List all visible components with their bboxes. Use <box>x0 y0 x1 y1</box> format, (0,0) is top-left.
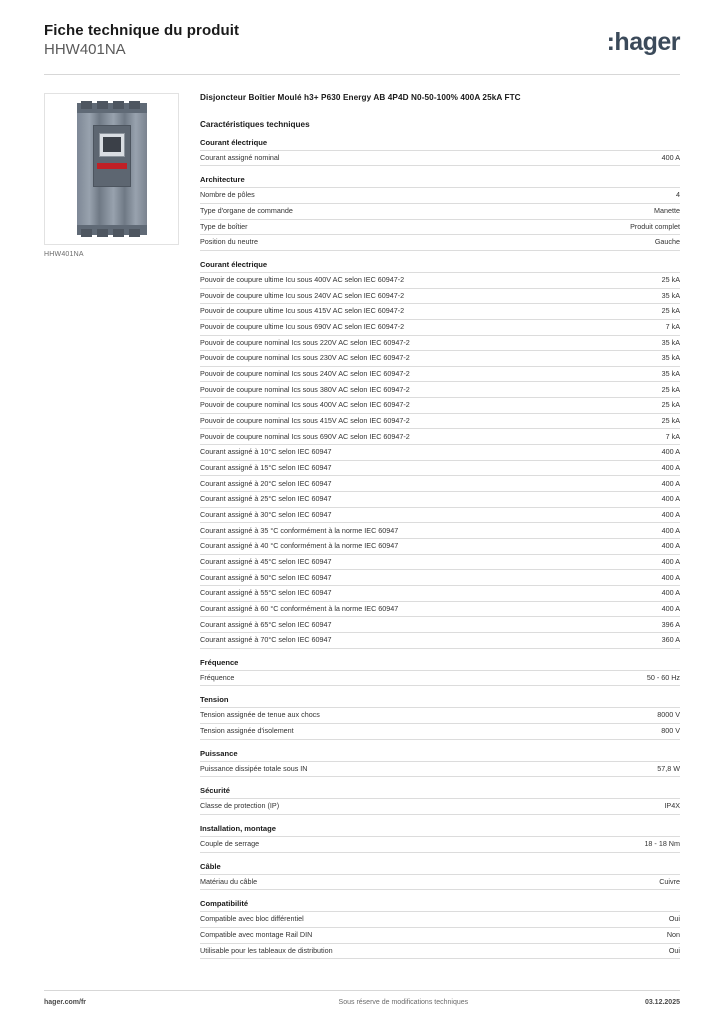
table-row <box>200 235 680 251</box>
spec-value: 396 A <box>661 619 680 629</box>
table-row <box>200 150 680 166</box>
page-header <box>44 22 680 75</box>
spec-value: 50 - 60 Hz <box>646 672 680 682</box>
spec-group <box>200 686 680 739</box>
spec-label: Couple de serrage <box>200 839 260 849</box>
spec-value: Manette <box>654 206 680 216</box>
table-row <box>200 203 680 219</box>
spec-table <box>200 874 680 891</box>
table-row <box>200 836 680 852</box>
table-row <box>200 288 680 304</box>
spec-table <box>200 761 680 778</box>
product-image-column <box>44 93 192 960</box>
table-row <box>200 874 680 890</box>
spec-value: 25 kA <box>661 400 680 410</box>
table-row <box>200 476 680 492</box>
spec-label: Courant assigné à 10°C selon IEC 60947 <box>200 447 332 457</box>
table-row <box>200 492 680 508</box>
spec-label: Compatible avec montage Rail DIN <box>200 930 313 940</box>
product-reference: HHW401NA <box>44 41 126 59</box>
table-row <box>200 398 680 414</box>
spec-label: Type d'organe de commande <box>200 206 293 216</box>
spec-label: Pouvoir de coupure ultime Icu sous 400V AC selon IEC 60947-2 <box>200 275 405 285</box>
spec-value: 7 kA <box>665 322 680 332</box>
table-row <box>200 943 680 959</box>
table-row <box>200 761 680 777</box>
spec-label: Nombre de pôles <box>200 190 255 200</box>
product-image-caption: HHW401NA <box>44 250 84 258</box>
spec-value: Cuivre <box>659 876 680 886</box>
spec-label: Puissance dissipée totale sous IN <box>200 763 308 773</box>
spec-label: Pouvoir de coupure nominal Ics sous 400V AC selon IEC 60947-2 <box>200 400 410 410</box>
spec-groups <box>200 138 680 960</box>
spec-group-title: Courant électrique <box>200 259 268 269</box>
spec-value: 400 A <box>661 603 680 613</box>
spec-group-title: Courant électrique <box>200 137 268 147</box>
spec-label: Pouvoir de coupure nominal Ics sous 380V AC selon IEC 60947-2 <box>200 384 410 394</box>
spec-table <box>200 150 680 167</box>
page-title: Fiche technique du produit <box>44 22 240 39</box>
page-content <box>44 75 680 960</box>
table-row <box>200 670 680 686</box>
spec-label: Courant assigné nominal <box>200 152 280 162</box>
spec-label: Pouvoir de coupure nominal Ics sous 415V AC selon IEC 60947-2 <box>200 415 410 425</box>
spec-label: Courant assigné à 60 °C conformément à la norme IEC 60947 <box>200 603 399 613</box>
spec-label: Pouvoir de coupure ultime Icu sous 240V AC selon IEC 60947-2 <box>200 290 405 300</box>
footer-date: 03.12.2025 <box>644 999 680 1006</box>
footer-website[interactable]: hager.com/fr <box>44 999 87 1006</box>
spec-value: 7 kA <box>665 431 680 441</box>
spec-value: 18 - 18 Nm <box>644 839 680 849</box>
spec-group <box>200 166 680 251</box>
spec-group-title: Câble <box>200 861 221 871</box>
spec-label: Courant assigné à 55°C selon IEC 60947 <box>200 588 332 598</box>
table-row <box>200 601 680 617</box>
table-row <box>200 382 680 398</box>
spec-label: Tension assignée d'isolement <box>200 726 294 736</box>
spec-group <box>200 853 680 891</box>
spec-label: Pouvoir de coupure nominal Ics sous 220V AC selon IEC 60947-2 <box>200 337 410 347</box>
table-row <box>200 927 680 943</box>
spec-label: Courant assigné à 70°C selon IEC 60947 <box>200 635 332 645</box>
spec-value: 8000 V <box>657 710 680 720</box>
page-footer <box>44 990 680 1006</box>
spec-label: Courant assigné à 50°C selon IEC 60947 <box>200 572 332 582</box>
spec-value: 35 kA <box>661 369 680 378</box>
spec-label: Pouvoir de coupure nominal Ics sous 240V AC selon IEC 60947-2 <box>200 369 410 378</box>
table-row <box>200 632 680 648</box>
spec-group-title: Installation, montage <box>200 823 276 833</box>
spec-table <box>200 272 680 649</box>
spec-value: 400 A <box>661 509 680 519</box>
table-row <box>200 723 680 739</box>
product-image <box>44 93 179 245</box>
table-row <box>200 799 680 815</box>
spec-group-title: Tension <box>200 695 229 705</box>
table-row <box>200 188 680 204</box>
footer-notice: Sous réserve de modifications techniques <box>338 999 469 1006</box>
spec-value: IP4X <box>664 801 680 811</box>
table-row <box>200 539 680 555</box>
spec-label: Courant assigné à 30°C selon IEC 60947 <box>200 509 332 519</box>
spec-label: Fréquence <box>200 672 235 682</box>
spec-label: Courant assigné à 45°C selon IEC 60947 <box>200 556 332 566</box>
spec-value: 4 <box>676 190 680 200</box>
spec-label: Courant assigné à 15°C selon IEC 60947 <box>200 462 332 472</box>
table-row <box>200 413 680 429</box>
spec-value: Oui <box>668 914 680 924</box>
table-row <box>200 570 680 586</box>
spec-group <box>200 815 680 853</box>
spec-group <box>200 138 680 167</box>
spec-label: Utilisable pour les tableaux de distribution <box>200 945 333 955</box>
spec-table <box>200 798 680 815</box>
spec-value: Oui <box>668 945 680 955</box>
table-row <box>200 912 680 928</box>
spec-value: 400 A <box>661 447 680 457</box>
spec-value: 25 kA <box>661 384 680 394</box>
spec-table <box>200 707 680 739</box>
spec-group-title: Fréquence <box>200 657 239 667</box>
spec-group-title: Architecture <box>200 175 245 185</box>
table-row <box>200 219 680 235</box>
spec-group-title: Compatibilité <box>200 899 249 909</box>
spec-value: 360 A <box>661 635 680 645</box>
table-row <box>200 445 680 461</box>
spec-value: 35 kA <box>661 353 680 363</box>
spec-group <box>200 251 680 649</box>
spec-label: Courant assigné à 35 °C conformément à la norme IEC 60947 <box>200 525 399 535</box>
table-row <box>200 351 680 367</box>
spec-label: Courant assigné à 25°C selon IEC 60947 <box>200 494 332 504</box>
spec-value: 25 kA <box>661 275 680 285</box>
spec-value: Produit complet <box>630 221 680 231</box>
table-row <box>200 586 680 602</box>
product-name: Disjoncteur Boîtier Moulé h3+ P630 Energy AB 4P4D N0-50-100% 400A 25kA FTC <box>200 92 521 102</box>
hager-logo: :hager <box>606 28 680 56</box>
spec-label: Classe de protection (IP) <box>200 801 280 811</box>
circuit-breaker-illustration <box>69 103 155 235</box>
spec-group <box>200 740 680 778</box>
spec-label: Pouvoir de coupure ultime Icu sous 415V AC selon IEC 60947-2 <box>200 306 405 316</box>
spec-value: 35 kA <box>661 290 680 300</box>
spec-group-title: Puissance <box>200 748 238 758</box>
table-row <box>200 319 680 335</box>
spec-value: 25 kA <box>661 306 680 316</box>
spec-value: Non <box>666 930 680 940</box>
table-row <box>200 617 680 633</box>
spec-table <box>200 836 680 853</box>
spec-value: 800 V <box>661 726 680 736</box>
spec-value: 400 A <box>661 494 680 504</box>
spec-label: Position du neutre <box>200 237 258 247</box>
spec-label: Compatible avec bloc différentiel <box>200 914 304 924</box>
header-titles <box>44 22 239 60</box>
spec-group <box>200 890 680 959</box>
spec-label: Type de boîtier <box>200 221 248 231</box>
spec-value: 25 kA <box>661 415 680 425</box>
spec-label: Pouvoir de coupure ultime Icu sous 690V AC selon IEC 60947-2 <box>200 322 405 332</box>
spec-label: Courant assigné à 40 °C conformément à la norme IEC 60947 <box>200 541 399 551</box>
spec-value: 400 A <box>661 572 680 582</box>
spec-label: Pouvoir de coupure nominal Ics sous 690V AC selon IEC 60947-2 <box>200 431 410 441</box>
spec-label: Courant assigné à 20°C selon IEC 60947 <box>200 478 332 488</box>
spec-label: Pouvoir de coupure nominal Ics sous 230V AC selon IEC 60947-2 <box>200 353 410 363</box>
spec-value: 57,8 W <box>657 763 680 773</box>
spec-table <box>200 187 680 251</box>
spec-value: 400 A <box>661 525 680 535</box>
spec-group <box>200 649 680 687</box>
table-row <box>200 507 680 523</box>
spec-value: 400 A <box>661 152 680 162</box>
table-row <box>200 335 680 351</box>
spec-label: Courant assigné à 65°C selon IEC 60947 <box>200 619 332 629</box>
spec-value: 400 A <box>661 588 680 598</box>
spec-value: 400 A <box>661 541 680 551</box>
spec-table <box>200 911 680 959</box>
spec-label: Tension assignée de tenue aux chocs <box>200 710 320 720</box>
table-row <box>200 304 680 320</box>
spec-group-title: Sécurité <box>200 786 230 796</box>
table-row <box>200 272 680 288</box>
table-row <box>200 523 680 539</box>
spec-group <box>200 777 680 815</box>
specs-heading: Caractéristiques techniques <box>200 119 310 129</box>
spec-label: Matériau du câble <box>200 876 258 886</box>
spec-value: 400 A <box>661 556 680 566</box>
spec-value: Gauche <box>654 237 680 247</box>
spec-value: 400 A <box>661 478 680 488</box>
table-row <box>200 366 680 382</box>
spec-value: 400 A <box>661 462 680 472</box>
table-row <box>200 460 680 476</box>
table-row <box>200 429 680 445</box>
spec-value: 35 kA <box>661 337 680 347</box>
spec-table <box>200 670 680 687</box>
table-row <box>200 554 680 570</box>
table-row <box>200 708 680 724</box>
specs-column <box>192 93 680 960</box>
